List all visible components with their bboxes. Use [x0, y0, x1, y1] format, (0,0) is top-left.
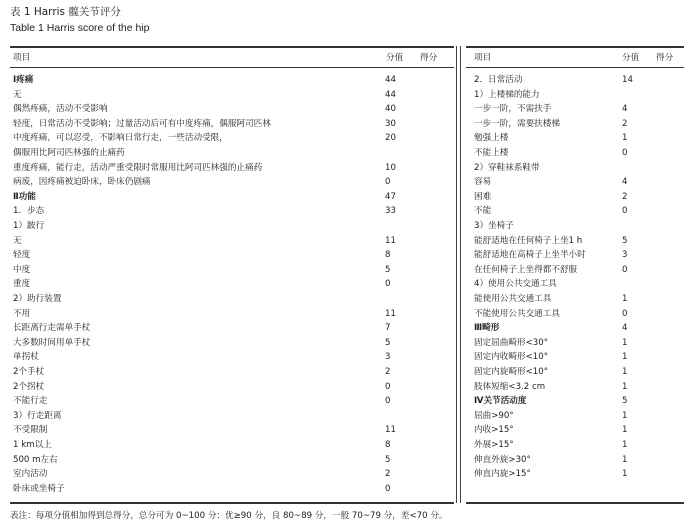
- right-row: [474, 162, 684, 174]
- left-item-label: 2个拐杖: [13, 381, 45, 392]
- right-row: [474, 381, 684, 393]
- left-row: [13, 293, 453, 305]
- right-row: [474, 468, 684, 480]
- left-row: [13, 264, 453, 276]
- left-item-label: 1．步态: [13, 206, 45, 217]
- right-item-value: 1: [622, 294, 628, 304]
- left-row: [13, 395, 453, 407]
- left-item-label: 大多数时间用单手杖: [13, 337, 91, 348]
- right-item-label: 伸直外旋>30°: [474, 454, 531, 465]
- right-row: [474, 395, 684, 407]
- left-item-value: 44: [385, 75, 396, 85]
- left-row: [13, 424, 453, 436]
- right-item-value: 2: [622, 118, 628, 129]
- right-row: [474, 103, 684, 115]
- left-item-label: 卧床或坐椅子: [13, 483, 65, 494]
- right-row: [474, 176, 684, 188]
- left-item-label: 中度: [13, 264, 31, 275]
- left-row: [13, 205, 453, 217]
- right-item-value: 4: [622, 177, 628, 188]
- panel-divider-left: [456, 46, 457, 503]
- right-row: [474, 74, 684, 86]
- left-top-rule: [10, 46, 454, 48]
- left-item-value: 33: [385, 206, 396, 217]
- left-item-value: 3: [385, 352, 391, 363]
- right-item-value: 1: [622, 352, 628, 363]
- left-row: [13, 220, 453, 232]
- right-item-value: 0: [622, 264, 628, 275]
- left-row: [13, 308, 453, 320]
- right-item-label: 不能上楼: [474, 148, 509, 158]
- right-item-label: 在任何椅子上坐得都不舒服: [474, 264, 578, 275]
- left-item-label: Ⅱ功能: [13, 191, 36, 202]
- right-item-label: 2）穿鞋袜系鞋带: [474, 162, 540, 173]
- left-row: [13, 103, 453, 115]
- left-item-value: 0: [385, 483, 391, 494]
- right-item-label: 外展>15°: [474, 440, 514, 450]
- left-item-label: 长距离行走需单手杖: [13, 323, 91, 334]
- left-row: [13, 337, 453, 349]
- left-item-label: 单拐杖: [13, 352, 39, 363]
- left-item-value: 2: [385, 469, 391, 480]
- right-item-value: 0: [622, 148, 628, 158]
- left-row: [13, 74, 453, 86]
- left-item-label: Ⅰ疼痛: [13, 75, 34, 85]
- right-item-value: 1: [622, 367, 628, 377]
- right-item-label: 伸直内旋>15°: [474, 469, 531, 480]
- left-row: [13, 381, 453, 393]
- left-header-score: 得分: [420, 53, 438, 63]
- left-item-label: 轻度: [13, 250, 31, 261]
- right-item-value: 1: [622, 381, 628, 392]
- right-item-label: 勉强上楼: [474, 133, 509, 144]
- left-row: [13, 118, 453, 130]
- right-item-label: 4）使用公共交通工具: [474, 279, 557, 290]
- right-row: [474, 264, 684, 276]
- right-item-value: 1: [622, 337, 628, 348]
- left-item-label: 不用: [13, 308, 31, 319]
- right-row: [474, 205, 684, 217]
- left-item-value: 11: [385, 308, 396, 319]
- table-caption-en: Table 1 Harris score of the hip: [10, 22, 150, 34]
- right-item-value: 1: [622, 133, 628, 144]
- right-row: [474, 322, 684, 334]
- right-item-label: 内收>15°: [474, 425, 514, 436]
- left-item-value: 5: [385, 454, 391, 465]
- left-item-value: 20: [385, 133, 396, 144]
- left-item-label: 2个手杖: [13, 367, 45, 377]
- right-row: [474, 235, 684, 247]
- right-row: [474, 410, 684, 422]
- left-item-label: 2）助行装置: [13, 294, 62, 304]
- left-row: [13, 132, 453, 144]
- right-item-value: 4: [622, 104, 628, 115]
- left-row: [13, 162, 453, 174]
- left-item-value: 8: [385, 250, 391, 261]
- right-item-value: 5: [622, 396, 628, 407]
- left-row: [13, 278, 453, 290]
- left-header-item: 项目: [13, 53, 31, 63]
- right-row: [474, 366, 684, 378]
- right-row: [474, 454, 684, 466]
- left-item-label: 室内活动: [13, 469, 48, 480]
- right-item-value: 0: [622, 308, 628, 319]
- right-item-label: 固定内旋畸形<10°: [474, 367, 548, 377]
- left-header-rule: [10, 67, 454, 68]
- left-item-value: 0: [385, 177, 391, 188]
- right-header-rule: [466, 67, 684, 68]
- left-item-value: 5: [385, 337, 391, 348]
- left-item-value: 30: [385, 118, 396, 129]
- right-top-rule: [466, 46, 684, 48]
- left-item-value: 10: [385, 162, 396, 173]
- left-row: [13, 351, 453, 363]
- right-item-value: 14: [622, 75, 633, 85]
- left-row: [13, 322, 453, 334]
- left-item-value: 0: [385, 396, 391, 407]
- right-item-value: 1: [622, 410, 628, 421]
- left-row: [13, 454, 453, 466]
- right-row: [474, 118, 684, 130]
- left-item-value: 0: [385, 381, 391, 392]
- right-row: [474, 424, 684, 436]
- right-row: [474, 293, 684, 305]
- left-item-value: 8: [385, 440, 391, 450]
- left-header-value: 分值: [386, 53, 404, 63]
- left-item-label: 无: [13, 235, 22, 246]
- left-row: [13, 410, 453, 422]
- right-item-label: 不能: [474, 206, 492, 217]
- right-item-label: 容易: [474, 177, 492, 188]
- right-item-label: Ⅳ关节活动度: [474, 396, 527, 407]
- left-row: [13, 468, 453, 480]
- right-item-label: 能舒适地在高椅子上坐半小时: [474, 250, 586, 261]
- right-header-score: 得分: [656, 53, 674, 63]
- right-panel: [474, 74, 684, 500]
- right-item-label: 困难: [474, 191, 492, 202]
- left-item-value: 0: [385, 279, 391, 290]
- left-row: [13, 191, 453, 203]
- right-row: [474, 439, 684, 451]
- left-item-label: 3）行走距离: [13, 410, 62, 421]
- right-item-label: 能舒适地在任何椅子上坐1 h: [474, 235, 583, 246]
- right-item-label: 能使用公共交通工具: [474, 294, 552, 304]
- left-item-label: 偶然疼痛，活动不受影响: [13, 104, 108, 115]
- left-item-label: 重度: [13, 279, 31, 290]
- right-item-value: 1: [622, 469, 628, 480]
- left-row: [13, 147, 453, 159]
- right-item-label: 一步一阶，不需扶手: [474, 104, 552, 115]
- left-item-label: 1）跛行: [13, 221, 45, 231]
- right-bottom-rule: [466, 502, 684, 504]
- right-item-label: Ⅲ畸形: [474, 323, 500, 334]
- left-item-value: 47: [385, 191, 396, 202]
- table-note: 表注：每项分值相加得到总得分，总分可为 0~100 分：优≥90 分，良 80~89 分，一般 70~79 分，差<70 分。: [10, 511, 448, 521]
- right-row: [474, 132, 684, 144]
- right-item-value: 1: [622, 440, 628, 450]
- right-header-value: 分值: [622, 53, 640, 63]
- right-row: [474, 147, 684, 159]
- left-row: [13, 366, 453, 378]
- right-item-label: 3）坐椅子: [474, 221, 514, 231]
- left-item-label: 500 m左右: [13, 454, 58, 465]
- right-row: [474, 351, 684, 363]
- right-item-label: 固定屈曲畸形<30°: [474, 337, 548, 348]
- right-row: [474, 191, 684, 203]
- left-row: [13, 483, 453, 495]
- right-item-label: 一步一阶，需要扶楼梯: [474, 118, 560, 129]
- right-item-value: 4: [622, 323, 628, 334]
- left-item-label: 不受限制: [13, 425, 48, 436]
- right-item-label: 肢体短缩<3.2 cm: [474, 381, 546, 392]
- left-item-label: 偶服用比阿司匹林强的止痛药: [13, 148, 125, 158]
- left-row: [13, 176, 453, 188]
- left-item-label: 病废，因疼痛被迫卧床，卧床仍剧痛: [13, 177, 151, 188]
- left-item-value: 11: [385, 425, 396, 436]
- left-item-value: 40: [385, 104, 396, 115]
- left-item-label: 1 km以上: [13, 440, 52, 450]
- left-row: [13, 249, 453, 261]
- left-item-value: 44: [385, 89, 396, 100]
- right-item-label: 1）上楼梯的能力: [474, 89, 540, 100]
- left-row: [13, 89, 453, 101]
- left-item-label: 轻度，日常活动不受影响；过量活动后可有中度疼痛，偶服阿司匹林: [13, 118, 271, 129]
- left-panel: [13, 74, 453, 500]
- right-row: [474, 278, 684, 290]
- left-bottom-rule: [10, 502, 454, 504]
- right-header-item: 项目: [474, 53, 492, 63]
- panel-divider-right: [460, 46, 461, 503]
- right-item-label: 固定内收畸形<10°: [474, 352, 548, 363]
- left-item-label: 无: [13, 89, 22, 100]
- right-row: [474, 308, 684, 320]
- left-item-label: 中度疼痛，可以忍受，不影响日常行走，一些活动受限，: [13, 133, 228, 144]
- right-row: [474, 249, 684, 261]
- right-row: [474, 89, 684, 101]
- right-item-value: 1: [622, 454, 628, 465]
- left-item-label: 重度疼痛，能行走，活动严重受限时常服用比阿司匹林强的止痛药: [13, 162, 263, 173]
- right-item-value: 5: [622, 235, 628, 246]
- right-row: [474, 220, 684, 232]
- right-item-value: 2: [622, 191, 628, 202]
- right-item-label: 不能使用公共交通工具: [474, 308, 560, 319]
- right-item-value: 0: [622, 206, 628, 217]
- right-row: [474, 337, 684, 349]
- left-item-value: 5: [385, 264, 391, 275]
- right-item-value: 3: [622, 250, 628, 261]
- table-caption-cn: 表 1 Harris 髋关节评分: [10, 6, 121, 18]
- right-item-label: 屈曲>90°: [474, 410, 514, 421]
- right-item-label: 2．日常活动: [474, 75, 523, 85]
- left-item-value: 2: [385, 367, 391, 377]
- left-row: [13, 235, 453, 247]
- left-item-label: 不能行走: [13, 396, 48, 407]
- left-row: [13, 439, 453, 451]
- left-item-value: 11: [385, 235, 396, 246]
- left-item-value: 7: [385, 323, 391, 334]
- right-item-value: 1: [622, 425, 628, 436]
